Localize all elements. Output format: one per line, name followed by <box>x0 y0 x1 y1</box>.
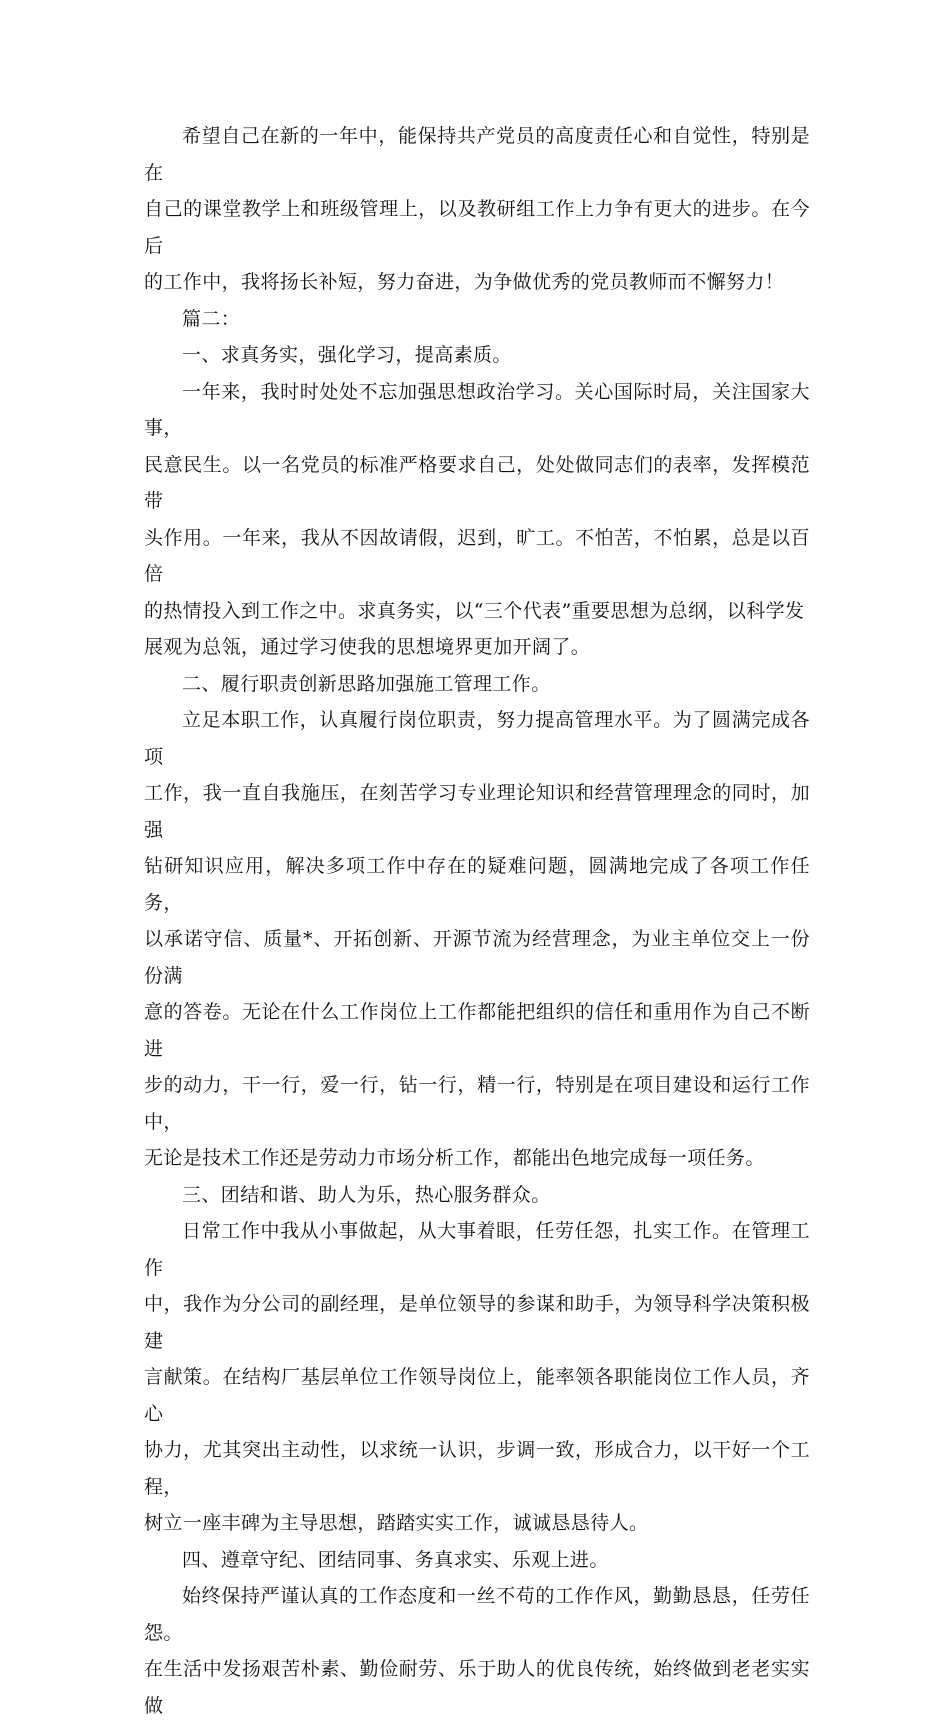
text-line: 工作，我一直自我施压，在刻苦学习专业理论知识和经营管理理念的同时，加强 <box>144 782 810 841</box>
text-line: 立足本职工作，认真履行岗位职责，努力提高管理水平。为了圆满完成各项 <box>144 709 810 768</box>
section-heading-3: 三、团结和谐、助人为乐，热心服务群众。 <box>182 1183 551 1206</box>
text-line: 以承诺守信、质量*、开拓创新、开源节流为经营理念，为业主单位交上一份份满 <box>144 928 810 987</box>
paragraph-discipline <box>144 1578 810 1724</box>
paragraph-duties <box>144 702 810 1177</box>
text-line: 头作用。一年来，我从不因故请假，迟到，旷工。不怕苦，不怕累，总是以百倍 <box>144 526 810 585</box>
paragraph-service <box>144 1213 810 1542</box>
text-line: 展观为总瓴，通过学习使我的思想境界更加开阔了。 <box>144 636 591 658</box>
section-heading-1: 一、求真务实，强化学习，提高素质。 <box>182 344 512 366</box>
text-line: 中，我作为分公司的副经理，是单位领导的参谋和助手，为领导科学决策积极建 <box>144 1293 810 1352</box>
document-body <box>144 118 810 1724</box>
paragraph-hope <box>144 118 810 301</box>
text-line: 树立一座丰碑为主导思想，踏踏实实工作，诚诚恳恳待人。 <box>144 1512 649 1534</box>
text-line: 的热情投入到工作之中。求真务实，以“三个代表”重要思想为总纲，以科学发 <box>144 599 805 622</box>
text-line: 的工作中，我将扬长补短，努力奋进，为争做优秀的党员教师而不懈努力！ <box>144 271 785 293</box>
text-line: 钻研知识应用，解决多项工作中存在的疑难问题，圆满地完成了各项工作任务， <box>144 855 810 914</box>
section-heading-4: 四、遵章守纪、团结同事、务真求实、乐观上进。 <box>182 1548 609 1571</box>
text-line: 日常工作中我从小事做起，从大事着眼，任劳任怨，扎实工作。在管理工作 <box>144 1220 810 1279</box>
text-line: 希望自己在新的一年中，能保持共产党员的高度责任心和自觉性，特别是在 <box>144 125 810 184</box>
text-line: 意的答卷。无论在什么工作岗位上工作都能把组织的信任和重用作为自己不断进 <box>144 1001 810 1060</box>
text-line: 言献策。在结构厂基层单位工作领导岗位上，能率领各职能岗位工作人员，齐心 <box>144 1366 810 1425</box>
text-line: 步的动力，干一行，爱一行，钻一行，精一行，特别是在项目建设和运行工作中， <box>144 1074 810 1133</box>
text-line: 自己的课堂教学上和班级管理上，以及教研组工作上力争有更大的进步。在今后 <box>144 198 810 257</box>
text-line: 民意民生。以一名党员的标准严格要求自己，处处做同志们的表率，发挥模范带 <box>144 453 810 512</box>
paragraph-study <box>144 374 810 666</box>
section-heading-2: 二、履行职责创新思路加强施工管理工作。 <box>182 672 551 695</box>
text-line: 在生活中发扬艰苦朴素、勤俭耐劳、乐于助人的优良传统，始终做到老老实实做 <box>144 1658 810 1717</box>
text-line: 始终保持严谨认真的工作态度和一丝不苟的工作作风，勤勤恳恳，任劳任怨。 <box>144 1585 810 1644</box>
section-heading-part-two: 篇二： <box>182 307 241 330</box>
text-line: 一年来，我时时处处不忘加强思想政治学习。关心国际时局，关注国家大事， <box>144 380 810 439</box>
text-line: 协力，尤其突出主动性，以求统一认识，步调一致，形成合力，以干好一个工程， <box>144 1439 810 1498</box>
text-line: 无论是技术工作还是劳动力市场分析工作，都能出色地完成每一项任务。 <box>144 1147 765 1169</box>
